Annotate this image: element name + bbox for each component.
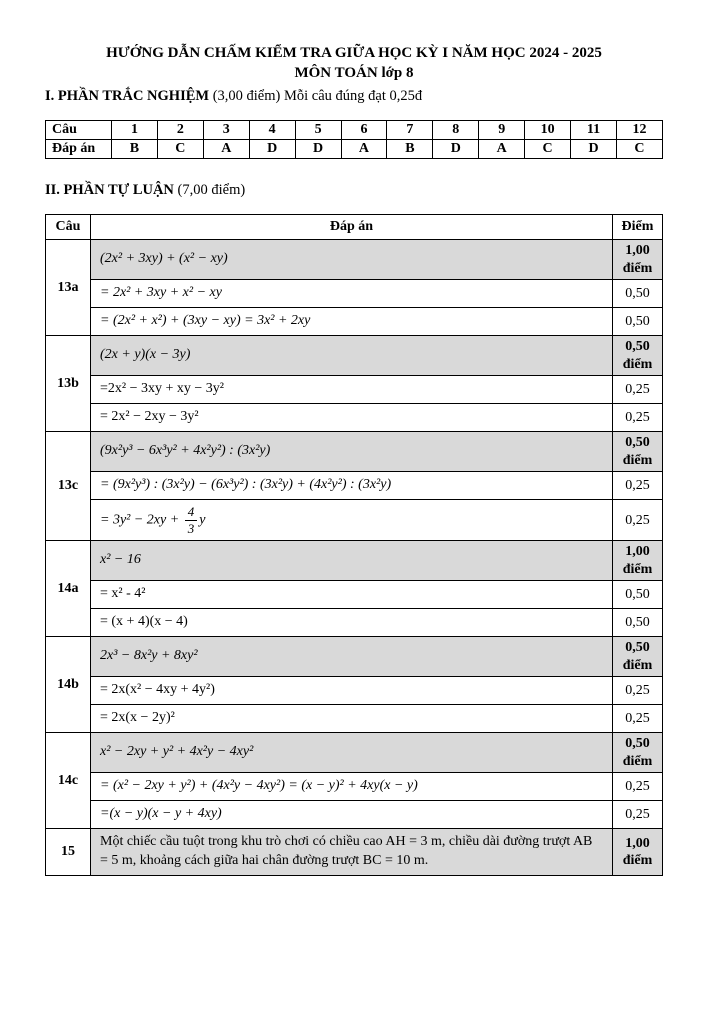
- answer-step-14b-1: 2x³ − 8x²y + 8xy²: [91, 637, 613, 677]
- mcq-answer-letter: A: [203, 139, 249, 158]
- section1-heading-title: I. PHẦN TRẮC NGHIỆM: [45, 88, 210, 104]
- fraction: [185, 505, 198, 535]
- answer-step-13c-3: [91, 500, 613, 541]
- section2-heading-detail: (7,00 điểm): [173, 181, 246, 198]
- essay-row-14b-3: [46, 705, 663, 733]
- mcq-question-row: [46, 120, 663, 139]
- points-value-13a-1: 1,00 điểm: [613, 240, 663, 280]
- mcq-row-label-question: Câu: [46, 120, 112, 139]
- question-id-13a: 13a: [46, 240, 91, 336]
- fraction-denominator: 3: [187, 520, 195, 536]
- essay-row-14a-1: [46, 541, 663, 581]
- mcq-row-label-answer: Đáp án: [46, 139, 112, 158]
- answer-step-13b-1: (2x + y)(x − 3y): [91, 336, 613, 376]
- mcq-question-number: 12: [616, 120, 662, 139]
- points-value-13c-1: 0,50 điểm: [613, 432, 663, 472]
- essay-row-14a-3: [46, 609, 663, 637]
- essay-row-14b-1: [46, 637, 663, 677]
- mcq-question-number: 11: [571, 120, 617, 139]
- essay-header-answer: Đáp án: [91, 215, 613, 240]
- essay-row-14c-1: [46, 733, 663, 773]
- section2-heading-title: II. PHẦN TỰ LUẬN: [45, 181, 174, 198]
- answer-step-14a-2: = x² - 4²: [91, 581, 613, 609]
- essay-row-13c-3: [46, 500, 663, 541]
- mcq-answer-letter: B: [112, 139, 158, 158]
- mcq-answer-letter: A: [479, 139, 525, 158]
- mcq-question-number: 9: [479, 120, 525, 139]
- essay-row-15-1: [46, 829, 663, 876]
- mcq-question-number: 5: [295, 120, 341, 139]
- essay-answer-table: [45, 214, 663, 876]
- formula-before-fraction: = 3y² − 2xy +: [100, 512, 183, 528]
- answer-step-14b-3: = 2x(x − 2y)²: [91, 705, 613, 733]
- points-value-14c-1: 0,50 điểm: [613, 733, 663, 773]
- mcq-question-number: 3: [203, 120, 249, 139]
- essay-row-14b-2: [46, 677, 663, 705]
- points-value-13b-3: 0,25: [613, 404, 663, 432]
- mcq-answer-letter: C: [525, 139, 571, 158]
- answer-step-14b-2: = 2x(x² − 4xy + 4y²): [91, 677, 613, 705]
- fraction-numerator: 4: [185, 505, 198, 521]
- essay-row-14a-2: [46, 581, 663, 609]
- points-value-14a-3: 0,50: [613, 609, 663, 637]
- essay-row-14c-2: [46, 773, 663, 801]
- points-value-14b-2: 0,25: [613, 677, 663, 705]
- question-id-13c: 13c: [46, 432, 91, 541]
- points-value-13c-2: 0,25: [613, 472, 663, 500]
- question-id-14a: 14a: [46, 541, 91, 637]
- answer-step-14c-1: x² − 2xy + y² + 4x²y − 4xy²: [91, 733, 613, 773]
- points-value-14b-1: 0,50 điểm: [613, 637, 663, 677]
- question-id-13b: 13b: [46, 336, 91, 432]
- answer-step-15-1: Một chiếc cầu tuột trong khu trò chơi có chiều cao AH = 3 m, chiều dài đường trượt AB = 5 m, khoảng cách giữa hai chân đường trượt BC = 10 m.: [91, 829, 613, 876]
- mcq-question-number: 6: [341, 120, 387, 139]
- mcq-question-number: 4: [249, 120, 295, 139]
- section1-heading-detail: (3,00 điểm) Mỗi câu đúng đạt 0,25đ: [209, 88, 423, 104]
- mcq-answer-letter: B: [387, 139, 433, 158]
- mcq-answer-letter: A: [341, 139, 387, 158]
- document-title-line2: MÔN TOÁN lớp 8: [294, 64, 414, 81]
- answer-step-14a-1: x² − 16: [91, 541, 613, 581]
- points-value-13b-2: 0,25: [613, 376, 663, 404]
- essay-row-13b-1: [46, 336, 663, 376]
- answer-step-13b-2: =2x² − 3xy + xy − 3y²: [91, 376, 613, 404]
- essay-row-13b-3: [46, 404, 663, 432]
- essay-row-13c-2: [46, 472, 663, 500]
- formula-after-fraction: y: [199, 512, 206, 528]
- mcq-answer-letter: C: [616, 139, 662, 158]
- essay-row-13a-3: [46, 308, 663, 336]
- mcq-question-number: 7: [387, 120, 433, 139]
- question-id-14b: 14b: [46, 637, 91, 733]
- essay-row-14c-3: [46, 801, 663, 829]
- points-value-13a-3: 0,50: [613, 308, 663, 336]
- points-value-14c-3: 0,25: [613, 801, 663, 829]
- section2-heading: [45, 181, 663, 201]
- essay-row-13a-1: [46, 240, 663, 280]
- points-value-15-1: 1,00 điểm: [613, 829, 663, 876]
- points-value-14c-2: 0,25: [613, 773, 663, 801]
- answer-step-13c-1: (9x²y³ − 6x³y² + 4x²y²) : (3x²y): [91, 432, 613, 472]
- essay-row-13b-2: [46, 376, 663, 404]
- points-value-14a-2: 0,50: [613, 581, 663, 609]
- answer-step-13c-2: = (9x²y³) : (3x²y) − (6x³y²) : (3x²y) + (4x²y²) : (3x²y): [91, 472, 613, 500]
- answer-step-13b-3: = 2x² − 2xy − 3y²: [91, 404, 613, 432]
- answer-step-13a-1: (2x² + 3xy) + (x² − xy): [91, 240, 613, 280]
- answer-step-13a-2: = 2x² + 3xy + x² − xy: [91, 280, 613, 308]
- points-value-13a-2: 0,50: [613, 280, 663, 308]
- mcq-answer-row: [46, 139, 663, 158]
- mcq-answer-letter: D: [295, 139, 341, 158]
- answer-step-13a-3: = (2x² + x²) + (3xy − xy) = 3x² + 2xy: [91, 308, 613, 336]
- mcq-question-number: 2: [157, 120, 203, 139]
- answer-step-14c-3: =(x − y)(x − y + 4xy): [91, 801, 613, 829]
- question-id-15: 15: [46, 829, 91, 876]
- points-value-14a-1: 1,00 điểm: [613, 541, 663, 581]
- mcq-answer-letter: D: [571, 139, 617, 158]
- essay-row-13c-1: [46, 432, 663, 472]
- mcq-answer-letter: D: [249, 139, 295, 158]
- points-value-13b-1: 0,50 điểm: [613, 336, 663, 376]
- essay-row-13a-2: [46, 280, 663, 308]
- mcq-answer-letter: C: [157, 139, 203, 158]
- essay-header-question: Câu: [46, 215, 91, 240]
- essay-header-points: Điểm: [613, 215, 663, 240]
- document-title-line1: HƯỚNG DẪN CHẤM KIỂM TRA GIỮA HỌC KỲ I NĂM HỌC 2024 - 2025: [106, 45, 602, 61]
- mcq-answer-letter: D: [433, 139, 479, 158]
- points-value-13c-3: 0,25: [613, 500, 663, 541]
- mcq-question-number: 10: [525, 120, 571, 139]
- answer-step-14a-3: = (x + 4)(x − 4): [91, 609, 613, 637]
- section1-heading: [45, 87, 663, 107]
- mcq-answer-table: [45, 120, 663, 159]
- essay-table-header-row: [46, 215, 663, 240]
- question-id-14c: 14c: [46, 733, 91, 829]
- mcq-question-number: 1: [112, 120, 158, 139]
- mcq-question-number: 8: [433, 120, 479, 139]
- points-value-14b-3: 0,25: [613, 705, 663, 733]
- answer-step-14c-2: = (x² − 2xy + y²) + (4x²y − 4xy²) = (x − y)² + 4xy(x − y): [91, 773, 613, 801]
